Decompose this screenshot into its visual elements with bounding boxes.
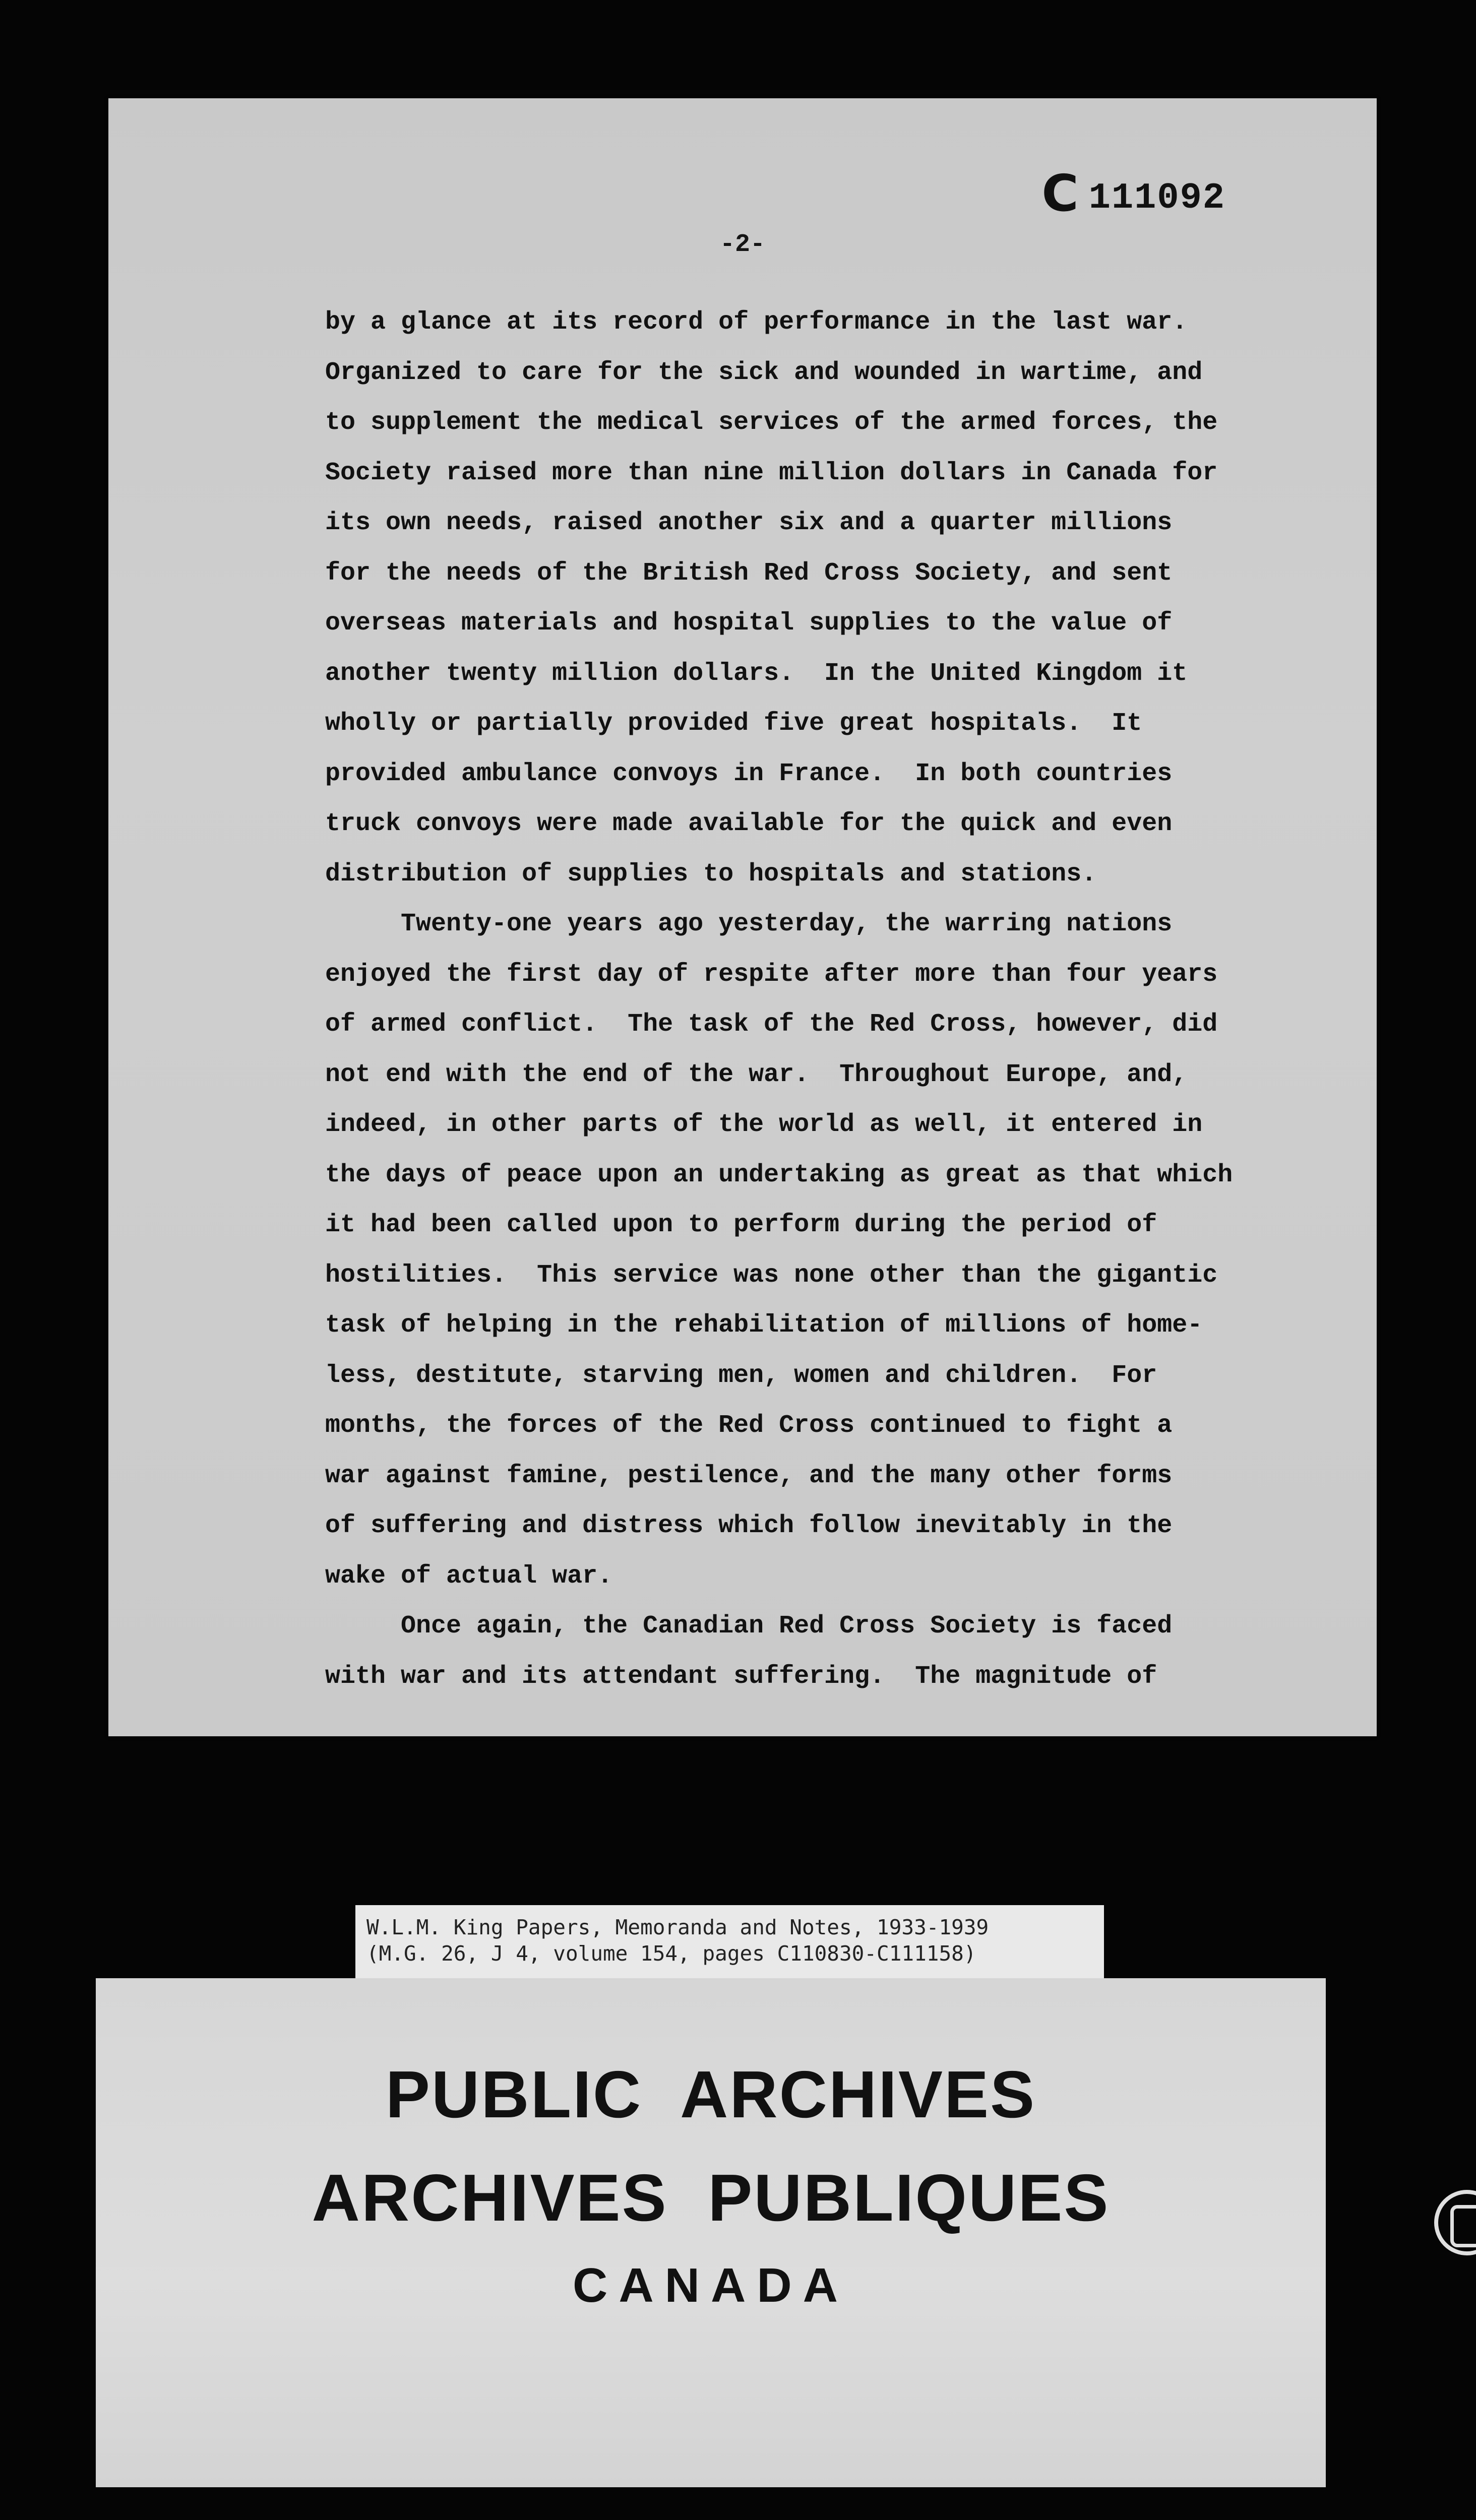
text-line: by a glance at its record of performance in the last war. (325, 308, 1188, 337)
copyright-icon (1434, 2190, 1476, 2255)
text-line: the days of peace upon an undertaking as great as that which (325, 1160, 1233, 1189)
archive-stamp (1041, 164, 1225, 223)
text-line: indeed, in other parts of the world as well, it entered in (325, 1110, 1203, 1139)
text-line: of suffering and distress which follow inevitably in the (325, 1511, 1173, 1540)
text-line: enjoyed the first day of respite after more than four years (325, 960, 1218, 989)
text-line: war against famine, pestilence, and the many other forms (325, 1461, 1173, 1490)
stamp-letter: C (1041, 164, 1080, 223)
text-line: truck convoys were made available for the quick and even (325, 809, 1173, 838)
text-line: distribution of supplies to hospitals and stations. (325, 859, 1097, 889)
text-line: provided ambulance convoys in France. In both countries (325, 759, 1173, 788)
text-line: Once again, the Canadian Red Cross Society is faced (325, 1612, 1173, 1641)
text-line: months, the forces of the Red Cross continued to fight a (325, 1411, 1173, 1440)
archives-title-english: PUBLIC ARCHIVES (385, 2057, 1036, 2131)
page-number: -2- (719, 230, 765, 259)
stamp-number: 111092 (1088, 177, 1225, 219)
text-line: hostilities. This service was none other than the gigantic (325, 1261, 1218, 1290)
text-line: of armed conflict. The task of the Red Cross, however, did (325, 1010, 1218, 1039)
archives-card (96, 1978, 1326, 2487)
reference-label-line-2: (M.G. 26, J 4, volume 154, pages C110830-C111158) (366, 1941, 976, 1966)
reference-label-line-1: W.L.M. King Papers, Memoranda and Notes, 1933-1939 (366, 1915, 989, 1939)
text-line: for the needs of the British Red Cross Society, and sent (325, 558, 1173, 588)
text-line: wake of actual war. (325, 1561, 613, 1591)
archives-title-french: ARCHIVES PUBLIQUES (312, 2161, 1110, 2235)
text-line: to supplement the medical services of the armed forces, the (325, 408, 1218, 437)
text-line: another twenty million dollars. In the United Kingdom it (325, 659, 1188, 688)
archives-country: CANADA (573, 2258, 849, 2312)
reference-label (355, 1905, 1104, 1981)
text-line: it had been called upon to perform during the period of (325, 1211, 1157, 1239)
text-line: not end with the end of the war. Throughout Europe, and, (325, 1060, 1188, 1089)
body-text (325, 297, 1359, 1702)
text-line: Society raised more than nine million dollars in Canada for (325, 458, 1218, 487)
text-line: Organized to care for the sick and wounded in wartime, and (325, 358, 1203, 387)
text-line: wholly or partially provided five great hospitals. It (325, 709, 1142, 738)
text-line: with war and its attendant suffering. The magnitude of (325, 1662, 1157, 1691)
document-page (108, 98, 1377, 1736)
text-line: less, destitute, starving men, women and children. For (325, 1361, 1157, 1390)
text-line: overseas materials and hospital supplies to the value of (325, 609, 1173, 638)
text-line: task of helping in the rehabilitation of millions of home- (325, 1311, 1203, 1340)
text-line: Twenty-one years ago yesterday, the warring nations (325, 910, 1173, 938)
text-line: its own needs, raised another six and a quarter millions (325, 509, 1173, 537)
